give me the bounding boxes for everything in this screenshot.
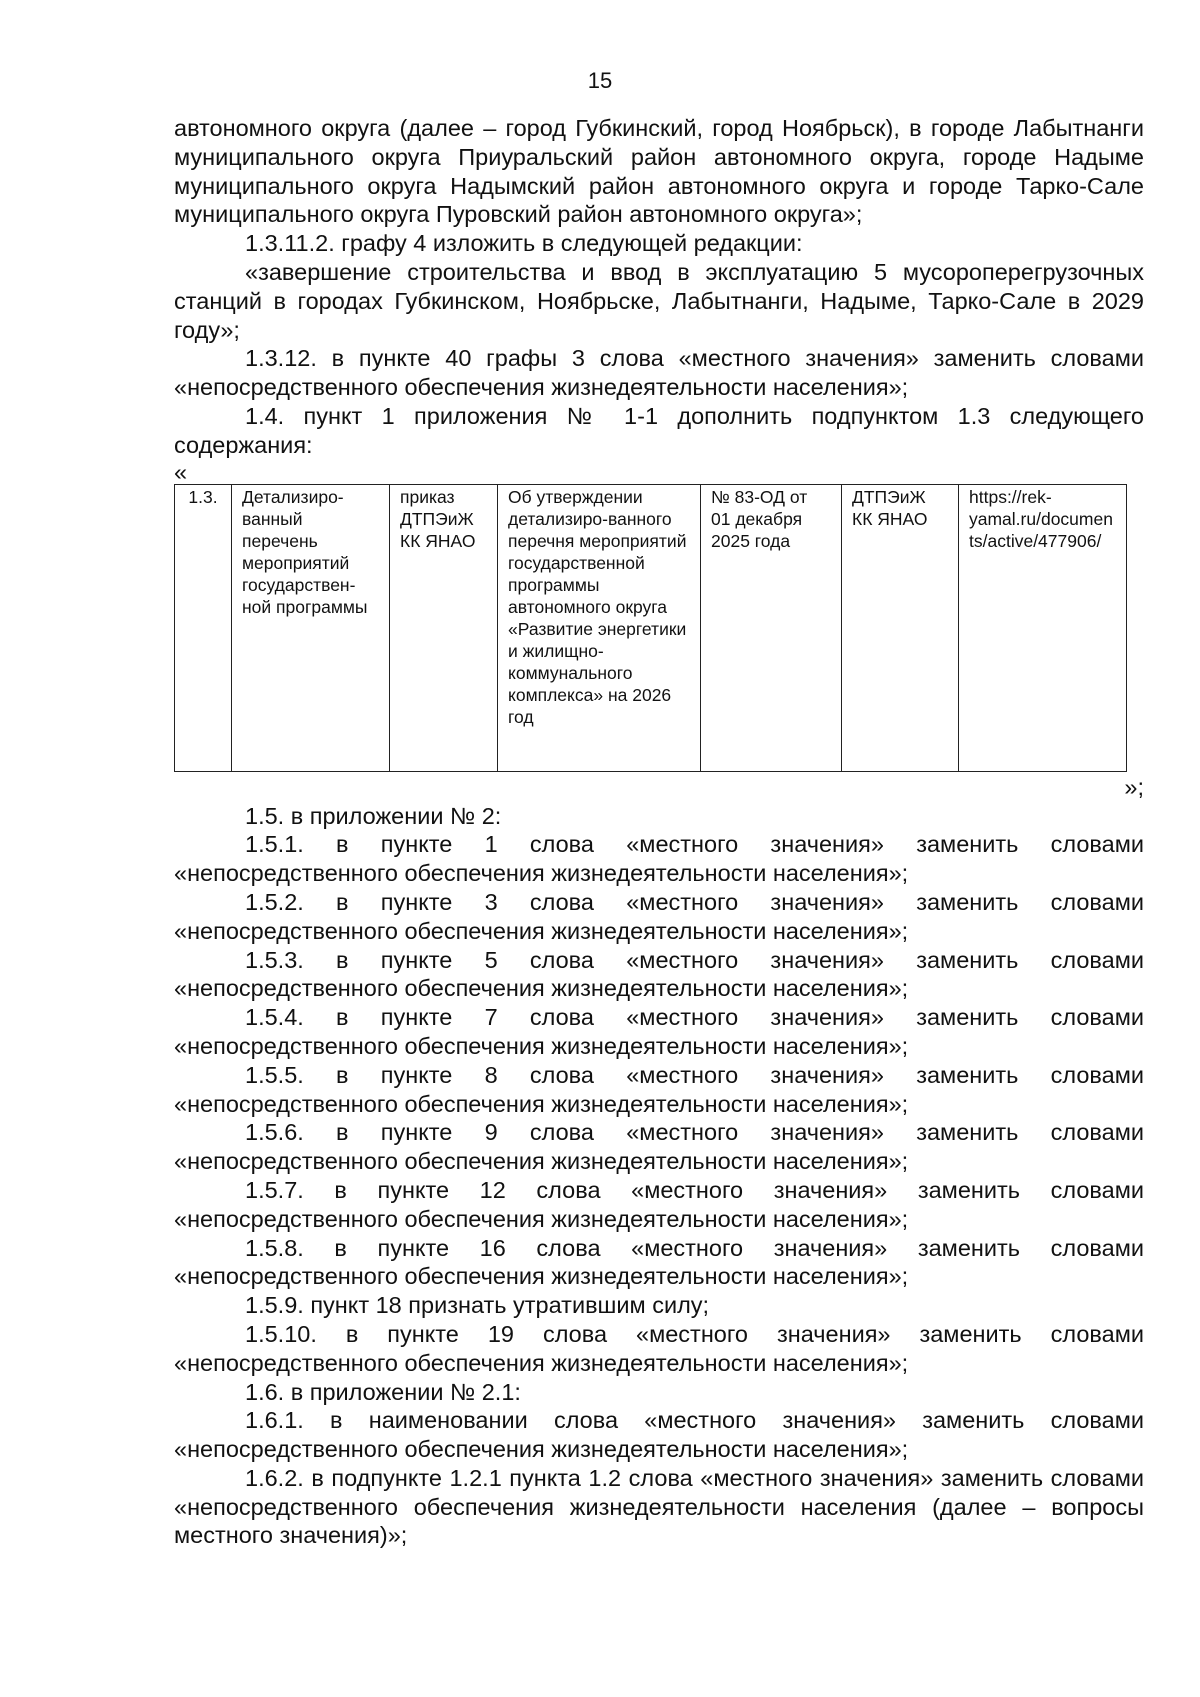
- paragraph-1-4: 1.4. пункт 1 приложения № 1-1 дополнить подпунктом 1.3 следующего содержания:: [174, 402, 1144, 458]
- paragraph-1-5-6: 1.5.6. в пункте 9 слова «местного значения» заменить словами «непосредственного обеспечения жизнедеятельности населения»;: [174, 1119, 1144, 1175]
- table-cell-issuer: ДТПЭиЖ КК ЯНАО: [842, 484, 959, 771]
- table-row: [175, 484, 1127, 771]
- inserted-table: [174, 484, 1127, 772]
- paragraph-1-6: 1.6. в приложении № 2.1:: [245, 1378, 521, 1405]
- table-cell-document-number-date: № 83-ОД от 01 декабря 2025 года: [701, 484, 842, 771]
- table-cell-document-title: Об утверждении детализиро-ванного перечня мероприятий государственной программы автономного округа «Развитие энергетики и жилищно-коммунального комплекса» на 2026 год: [498, 484, 701, 771]
- intro-paragraph: автономного округа (далее – город Губкинский, город Ноябрьск), в городе Лабытнанги муниципального округа Приуральский район автономного округа, городе Надыме муниципального округа Надымский район автономного округа и городе Тарко-Сале муниципального округа Пуровский район автономного округа»;: [174, 115, 1144, 228]
- paragraph-1-5-3: 1.5.3. в пункте 5 слова «местного значения» заменить словами «непосредственного обеспечения жизнедеятельности населения»;: [174, 946, 1144, 1002]
- paragraph-1-5-2: 1.5.2. в пункте 3 слова «местного значения» заменить словами «непосредственного обеспечения жизнедеятельности населения»;: [174, 888, 1144, 944]
- paragraph-1-6-1: 1.6.1. в наименовании слова «местного значения» заменить словами «непосредственного обеспечения жизнедеятельности населения»;: [174, 1407, 1144, 1463]
- paragraph-1-5-5: 1.5.5. в пункте 8 слова «местного значения» заменить словами «непосредственного обеспечения жизнедеятельности населения»;: [174, 1061, 1144, 1117]
- paragraph-1-3-11-2: 1.3.11.2. графу 4 изложить в следующей редакции:: [245, 230, 803, 257]
- paragraph-1-5: 1.5. в приложении № 2:: [245, 802, 502, 829]
- table-cell-document-type: приказ ДТПЭиЖ КК ЯНАО: [390, 484, 498, 771]
- paragraph-1-5-4: 1.5.4. в пункте 7 слова «местного значения» заменить словами «непосредственного обеспечения жизнедеятельности населения»;: [174, 1004, 1144, 1059]
- paragraph-1-6-2: 1.6.2. в подпункте 1.2.1 пункта 1.2 слова «местного значения» заменить словами «непосредственного обеспечения жизнедеятельности населения (далее – вопросы местного значения)»;: [174, 1464, 1144, 1549]
- paragraph-1-5-7: 1.5.7. в пункте 12 слова «местного значения» заменить словами «непосредственного обеспечения жизнедеятельности населения»;: [174, 1176, 1144, 1232]
- document-body: [174, 114, 1144, 1550]
- quote-open-mark: «: [174, 458, 188, 485]
- paragraph-1-3-12: 1.3.12. в пункте 40 графы 3 слова «местного значения» заменить словами «непосредственного обеспечения жизнедеятельности населения»;: [174, 345, 1144, 401]
- paragraph-1-5-9: 1.5.9. пункт 18 признать утратившим силу;: [245, 1292, 710, 1319]
- table-cell-link: https://rek-yamal.ru/documents/active/477906/: [959, 484, 1127, 771]
- paragraph-1-5-8: 1.5.8. в пункте 16 слова «местного значения» заменить словами «непосредственного обеспечения жизнедеятельности населения»;: [174, 1234, 1144, 1290]
- table-cell-number: 1.3.: [175, 484, 232, 771]
- paragraph-1-5-10: 1.5.10. в пункте 19 слова «местного значения» заменить словами «непосредственного обеспечения жизнедеятельности населения»;: [174, 1320, 1144, 1376]
- quote-close-mark: »;: [1124, 773, 1144, 800]
- paragraph-1-5-1: 1.5.1. в пункте 1 слова «местного значения» заменить словами «непосредственного обеспечения жизнедеятельности населения»;: [174, 831, 1144, 887]
- table-cell-document-name: Детализиро-ванный перечень мероприятий государствен-ной программы: [232, 484, 390, 771]
- page-number: 15: [587, 68, 613, 93]
- paragraph-quote-completion: «завершение строительства и ввод в эксплуатацию 5 мусороперегрузочных станций в городах Губкинском, Ноябрьске, Лабытнанги, Надыме, Тарко-Сале в 2029 году»;: [174, 258, 1144, 343]
